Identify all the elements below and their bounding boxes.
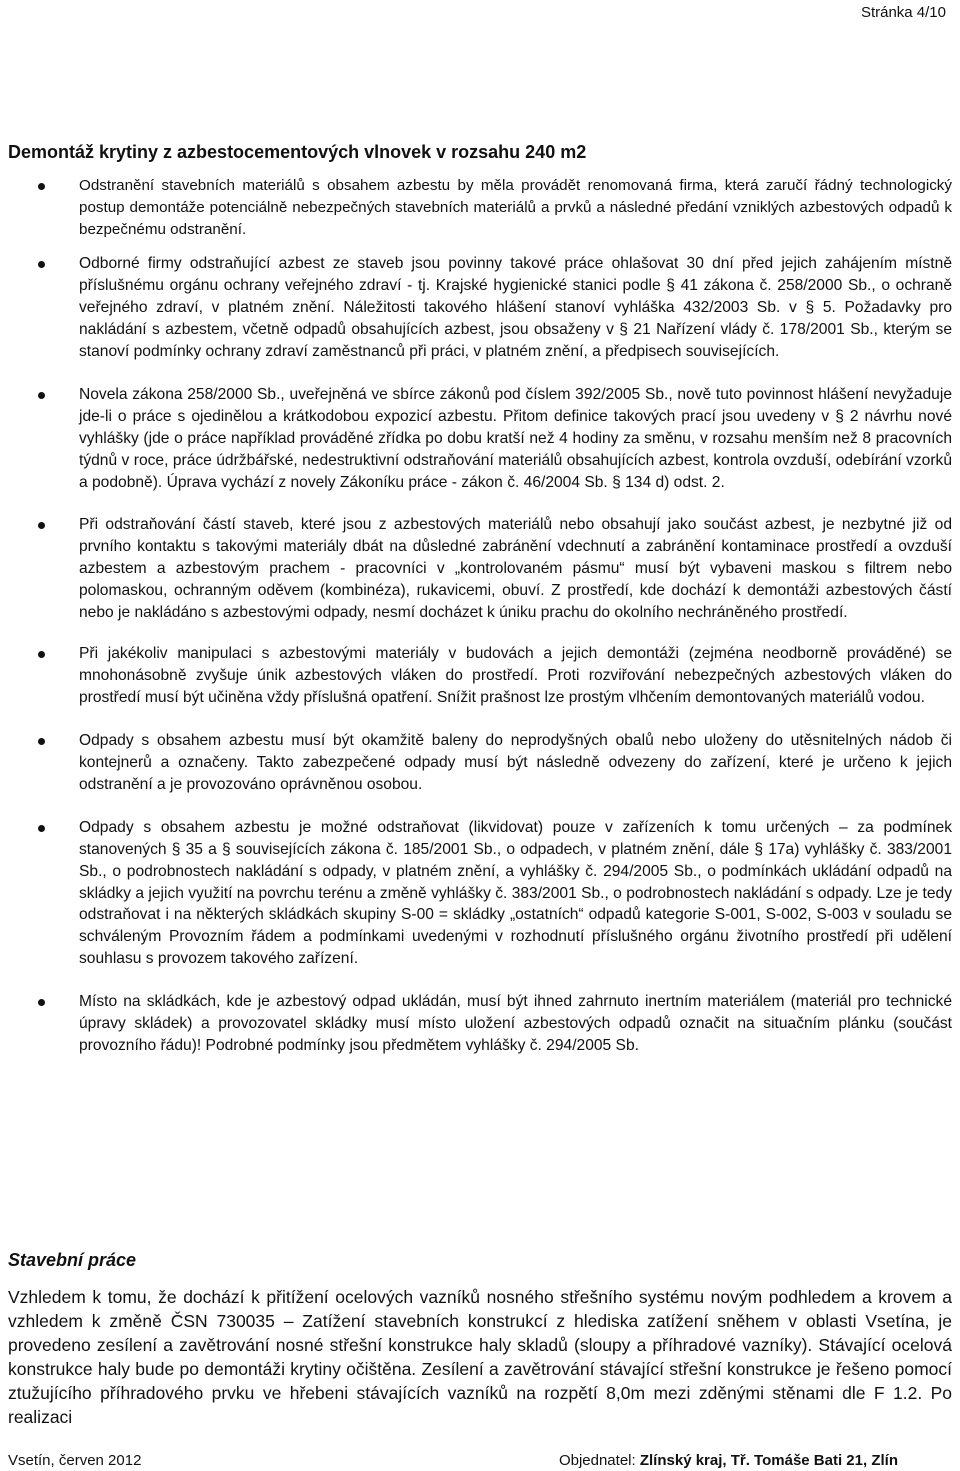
footer-client-label: Objednatel: <box>558 1452 636 1469</box>
footer-client-value: Zlínský kraj, Tř. Tomáše Bati 21, Zlín <box>639 1452 898 1469</box>
bullet-icon <box>38 651 45 658</box>
construction-paragraph: Vzhledem k tomu, že dochází k přitížení ocelových vazníků nosného střešního systému novým podhledem a krovem a vzhledem k změně ČSN 730035 – Zatížení stavebních konstrukcí z hlediska zatížení sněhem v oblasti Vsetína, je provedeno zesílení a zavětrování nosné střešní konstrukce haly skladů (sloupy a příhradové vazníky). Stávající ocelová konstrukce haly bude po demontáži krytiny očištěna. Zesílení a zavětrování stávající střešní konstrukce je řešeno pomocí ztužujícího příhradového prvku ve hřebeni stávajících vazníků na rozpětí 8,0m mezi zděnými stěnami dle F 1.2. Po realizaci <box>8 1287 952 1427</box>
list-item-text: Odpady s obsahem azbestu je možné odstraňovat (likvidovat) pouze v zařízeních k tomu určených – za podmínek stanovených § 35 a § souvisejících zákona č. 185/2001 Sb., o odpadech, v platném znění, dále § 17a) vyhlášky č. 383/2001 Sb., o podrobnostech nakládání s odpady, v platném znění, a vyhlášky č. 294/2005 Sb., o podmínkách ukládání odpadů na skládky a jejich využití na povrchu terénu a změně vyhlášky č. 383/2001 Sb., o podrobnostech nakládání s odpady. Lze je tedy odstraňovat i na některých skládkách skupiny S-00 = skládky „ostatních“ odpadů kategorie S-001, S-002, S-003 v souladu se schváleným Provozním řádem a podmínkami uvedenými v rozhodnutí příslušného orgánu životního prostředí při udělení souhlasu s provozem takového zařízení. <box>79 819 952 967</box>
list-item-text: Při odstraňování částí staveb, které jsou z azbestových materiálů nebo obsahují jako součást azbest, je nezbytné již od prvního kontaktu s takovými materiály dbát na důsledné zabránění vdechnutí a zabránění kontaminace prostředí a ovzduší azbestem a azbestovým prachem - pracovníci v „kontrolovaném pásmu“ musí být vybaveni maskou s filtrem nebo polomaskou, ochranným oděvem (kombinéza), rukavicemi, obuví. Z prostředí, kde dochází k demontáži azbestových částí nebo je nakládáno s azbestovými odpady, nesmí docházet k úniku prachu do okolního nechráněného prostředí. <box>79 516 952 621</box>
footer-place-date: Vsetín, červen 2012 <box>8 1452 142 1469</box>
bullet-icon <box>38 825 45 832</box>
section-title-construction: Stavební práce <box>8 1250 137 1270</box>
list-item <box>0 253 960 362</box>
list-item-text: Odpady s obsahem azbestu musí být okamžitě baleny do neprodyšných obalů nebo uloženy do utěsnitelných nádob či kontejnerů a označeny. Takto zabezpečené odpady musí být následně odvezeny do zařízení, které je určeno k jejich odstranění a je provozováno oprávněnou osobou. <box>79 732 952 793</box>
bullet-icon <box>38 738 45 745</box>
list-item <box>0 384 960 493</box>
list-item-text: Odborné firmy odstraňující azbest ze staveb jsou povinny takové práce ohlašovat 30 dní před jejich zahájením místně příslušnému orgánu ochrany veřejného zdraví - tj. Krajské hygienické stanici podle § 41 zákona č. 258/2000 Sb., o ochraně veřejného zdraví, v platném znění. Náležitosti takového hlášení stanoví vyhláška 432/2003 Sb. v § 5. Požadavky pro nakládání s azbestem, včetně odpadů obsahujících azbest, jsou obsaženy v § 21 Nařízení vlády č. 178/2001 Sb., kterým se stanoví podmínky ochrany zdraví zaměstnanců při práci, v platném znění, a předpisech souvisejících. <box>79 255 952 360</box>
list-item-text: Místo na skládkách, kde je azbestový odpad ukládán, musí být ihned zahrnuto inertním materiálem (materiál pro technické úpravy skládek) a provozovatel skládky musí místo uložení azbestových odpadů označit na situačním plánku (součást provozního řádu)! Podrobné podmínky jsou předmětem vyhlášky č. 294/2005 Sb. <box>79 993 952 1054</box>
list-item <box>0 991 960 1056</box>
list-item-text: Při jakékoliv manipulaci s azbestovými materiály v budovách a jejich demontáži (zejména neodborně prováděné) se mnohonásobně zvyšuje únik azbestových vláken do prostředí. Proti rozviřování nebezpečných azbestových vláken do prostředí musí být učiněna vždy příslušná opatření. Snížit prašnost lze prostým vlhčením demontovaných materiálů vodou. <box>79 645 952 706</box>
list-item <box>0 817 960 970</box>
bullet-list <box>0 175 960 1078</box>
list-item-text: Novela zákona 258/2000 Sb., uveřejněná ve sbírce zákonů pod číslem 392/2005 Sb., nově tuto povinnost hlášení nevyžaduje jde-li o práce s ojedinělou a krátkodobou expozicí azbestu. Přitom definice takových prací jsou uvedeny v § 2 návrhu nové vyhlášky (jde o práce například prováděné zřídka po dobu kratší než 4 hodiny za směnu, v rozsahu menším než 8 pracovních týdnů v roce, práce údržbářské, nedestruktivní odstraňování materiálů obsahujících azbest, kontrola ovzduší, odebírání vzorků a podobně). Úprava vychází z novely Zákoníku práce - zákon č. 46/2004 Sb. § 134 d) odst. 2. <box>79 386 952 491</box>
page-number: Stránka 4/10 <box>860 4 946 21</box>
list-item <box>0 514 960 623</box>
bullet-icon <box>38 261 45 268</box>
footer-client <box>559 1452 898 1469</box>
section-title-asbestos: Demontáž krytiny z azbestocementových vlnovek v rozsahu 240 m2 <box>8 142 587 162</box>
bullet-icon <box>38 999 45 1006</box>
bullet-icon <box>38 183 45 190</box>
list-item <box>0 643 960 708</box>
bullet-icon <box>38 392 45 399</box>
bullet-icon <box>38 522 45 529</box>
list-item <box>0 175 960 240</box>
list-item <box>0 730 960 795</box>
list-item-text: Odstranění stavebních materiálů s obsahem azbestu by měla provádět renomovaná firma, která zaručí řádný technologický postup demontáže potenciálně nebezpečných stavebních materiálů a prvků a následné předání vzniklých azbestových odpadů k bezpečnému odstranění. <box>79 177 952 238</box>
